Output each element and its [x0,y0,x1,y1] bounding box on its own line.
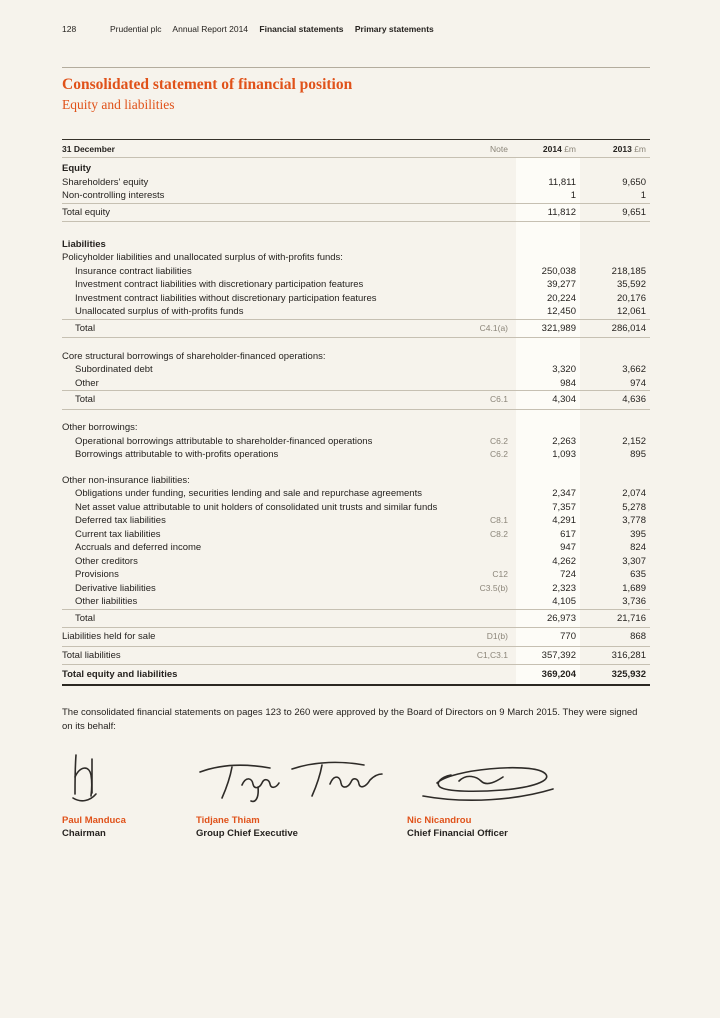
row-value-2014: 39,277 [516,278,580,292]
table-head [62,140,650,158]
row-label: Other liabilities [75,596,138,607]
row-note: C8.1 [490,515,508,525]
row-note [456,665,516,685]
row-label: Liabilities held for sale [62,628,456,647]
row-value-2014: 770 [516,628,580,647]
signature-tidjane-thiam [196,748,407,806]
row-note [456,265,516,279]
column-header-2014: 2014 £m [516,140,580,158]
row-value-2013: 21,716 [580,609,650,628]
signatory-group-chief-executive [196,748,407,840]
table-row [62,292,650,306]
row-note [456,487,516,501]
table-row [62,582,650,596]
row-note [456,158,516,176]
row-value-2013: 4,636 [580,391,650,410]
row-value-2013: 325,932 [580,665,650,685]
row-value-2013: 2,152 [622,435,646,447]
table-row [62,251,650,265]
row-label: Provisions [75,569,119,580]
row-value-2014: 2,323 [516,582,580,596]
row-value-2013: 35,592 [616,279,646,290]
row-value-2013: 1 [640,190,646,201]
table-row [62,609,650,628]
row-label: Subordinated debt [75,364,153,375]
row-value-2014: 369,204 [516,665,580,685]
row-value-2014: 11,811 [516,176,580,190]
row-note: C4.1(a) [456,319,516,338]
row-label: Total equity and liabilities [62,665,456,685]
page-title: Consolidated statement of financial position [62,76,353,93]
table-row [62,528,650,542]
table-row [62,391,650,410]
row-label: Total [62,609,456,628]
row-note [456,251,516,265]
signatory-title: Group Chief Executive [196,827,298,839]
signature-icon [196,756,386,806]
table-row [62,203,650,222]
row-value-2013: 395 [630,528,646,540]
table-row [62,555,650,569]
table-row [62,234,650,252]
row-value-2013 [580,234,650,252]
row-note: C3.5(b) [479,582,508,593]
table-row [62,176,650,190]
row-value-2014: 1 [516,189,580,203]
table-row [62,665,650,685]
row-note [456,176,516,190]
row-value-2014 [516,234,580,252]
row-note: C6.1 [456,391,516,410]
table-row [62,474,650,488]
row-note [456,421,516,435]
unit-label: £m [634,144,646,154]
approval-text: The consolidated financial statements on pages 123 to 260 were approved by the Board of Directors on 9 March 2015. They were signed on its behalf: [62,706,638,732]
signatory-title: Chairman [62,827,106,839]
row-value-2013: 2,074 [622,488,646,499]
row-value-2014 [516,158,580,176]
signatory-chief-financial-officer [407,748,650,840]
row-value-2014: 250,038 [516,265,580,279]
financial-position-table [62,139,650,686]
row-value-2014: 7,357 [516,501,580,515]
signature-block [62,748,650,840]
row-note [456,595,516,609]
row-note: C1,C3.1 [456,646,516,665]
table-body [62,158,650,685]
signature-nic-nicandrou [407,748,650,806]
unit-label: £m [564,144,576,154]
breadcrumb [110,24,443,34]
table-row [62,514,650,528]
row-value-2013 [580,350,650,364]
table-row [62,305,650,319]
row-label: Current tax liabilities [75,528,161,540]
row-value-2014: 3,320 [516,363,580,377]
table-row [62,350,650,364]
spacer-row [62,222,650,234]
column-header-2013: 2013 £m [580,140,650,158]
breadcrumb-section: Financial statements [259,24,344,34]
table-row [62,377,650,391]
signatory-name: Paul Manduca [62,814,126,826]
row-label: Insurance contract liabilities [75,265,192,277]
row-note [456,350,516,364]
row-label: Derivative liabilities [75,582,156,594]
row-value-2014 [516,350,580,364]
row-value-2013 [580,474,650,488]
row-value-2014 [516,251,580,265]
row-value-2014: 4,105 [516,595,580,609]
row-note [456,377,516,391]
row-value-2013: 3,662 [622,364,646,375]
table-row [62,595,650,609]
row-value-2013: 974 [630,377,646,389]
row-label: Deferred tax liabilities [75,515,166,526]
row-value-2013: 12,061 [616,306,646,317]
table-row [62,158,650,176]
spacer-row [62,409,650,421]
row-value-2013: 3,307 [622,555,646,567]
row-label: Other creditors [75,555,138,567]
row-value-2013: 20,176 [616,292,646,304]
row-note: C12 [492,569,508,579]
table-row [62,265,650,279]
title-rule [62,67,650,68]
row-value-2014: 724 [516,568,580,582]
row-value-2013 [580,421,650,435]
signature-paul-manduca [62,748,196,806]
spacer-row [62,462,650,474]
row-value-2014: 2,347 [516,487,580,501]
table-row [62,568,650,582]
table-row [62,448,650,462]
page-subtitle: Equity and liabilities [62,97,175,112]
row-value-2013: 824 [630,542,646,553]
row-value-2014: 4,262 [516,555,580,569]
running-header [62,24,650,34]
row-value-2014: 20,224 [516,292,580,306]
row-label: Total [62,391,456,410]
table-row [62,189,650,203]
row-value-2013 [580,251,650,265]
breadcrumb-brand: Prudential plc [110,24,162,34]
row-label: Other borrowings: [62,422,138,433]
row-value-2013: 5,278 [622,501,646,513]
row-value-2013: 218,185 [611,265,646,277]
row-note [456,292,516,306]
row-value-2014: 12,450 [516,305,580,319]
row-label: Equity [62,163,92,174]
table-row [62,541,650,555]
row-value-2014: 26,973 [516,609,580,628]
row-note [456,501,516,515]
row-value-2013: 1,689 [622,582,646,594]
signatory-name: Tidjane Thiam [196,814,260,826]
row-note [456,474,516,488]
row-label: Other [75,377,99,389]
row-value-2014: 984 [516,377,580,391]
breadcrumb-report: Annual Report 2014 [172,24,249,34]
signature-icon [62,750,106,806]
row-label: Accruals and deferred income [75,542,202,553]
row-note: D1(b) [456,628,516,647]
row-value-2014 [516,474,580,488]
row-note: C6.2 [490,449,508,459]
row-value-2013: 895 [630,449,646,460]
row-note [456,555,516,569]
row-label: Policyholder liabilities and unallocated surplus of with-profits funds: [62,252,343,263]
row-value-2014: 1,093 [516,448,580,462]
table-header-row [62,140,650,158]
row-value-2014: 4,291 [516,514,580,528]
row-label: Investment contract liabilities with discretionary participation features [75,279,364,290]
signatory-chairman [62,748,196,840]
row-value-2013: 868 [580,628,650,647]
row-value-2013: 9,651 [580,203,650,222]
signatory-name: Nic Nicandrou [407,814,472,826]
row-note [456,541,516,555]
row-label: Unallocated surplus of with-profits funds [75,306,244,317]
table-row [62,646,650,665]
table-row [62,487,650,501]
row-note [456,363,516,377]
table-row [62,435,650,449]
row-note: C6.2 [490,435,508,446]
row-value-2013: 9,650 [622,176,646,188]
row-value-2014: 2,263 [516,435,580,449]
row-label: Obligations under funding, securities lending and sale and repurchase agreements [75,488,422,499]
row-label: Borrowings attributable to with-profits operations [75,449,279,460]
table-row [62,363,650,377]
row-value-2014: 617 [516,528,580,542]
row-label: Shareholders' equity [62,176,149,188]
table-row [62,501,650,515]
row-label: Total liabilities [62,646,456,665]
row-note [456,609,516,628]
row-note [456,189,516,203]
row-label: Other non-insurance liabilities: [62,474,190,486]
signatory-title: Chief Financial Officer [407,827,508,839]
row-label: Core structural borrowings of shareholder-financed operations: [62,350,326,362]
row-label: Liabilities [62,238,106,250]
row-value-2014: 321,989 [516,319,580,338]
table-row [62,278,650,292]
row-value-2013 [580,158,650,176]
row-value-2013: 286,014 [580,319,650,338]
table-row [62,421,650,435]
row-label: Operational borrowings attributable to shareholder-financed operations [75,435,373,447]
row-value-2013: 635 [630,569,646,580]
column-header-note: Note [456,140,516,158]
row-value-2014: 357,392 [516,646,580,665]
row-value-2014 [516,421,580,435]
row-value-2014: 4,304 [516,391,580,410]
table-row [62,628,650,647]
signature-icon [407,762,565,806]
row-note [456,203,516,222]
row-label: Net asset value attributable to unit holders of consolidated unit trusts and similar funds [75,501,438,513]
row-value-2014: 947 [516,541,580,555]
row-value-2014: 11,812 [516,203,580,222]
row-label: Non-controlling interests [62,190,165,201]
spacer-row [62,338,650,350]
row-label: Total equity [62,203,456,222]
breadcrumb-subsection: Primary statements [354,24,434,34]
column-header-date: 31 December [62,140,456,158]
row-note: C8.2 [490,528,508,539]
row-label: Total [62,319,456,338]
table-row [62,319,650,338]
row-note [456,234,516,252]
page-number: 128 [62,24,77,34]
row-note [456,278,516,292]
row-note [456,305,516,319]
row-value-2013: 316,281 [580,646,650,665]
row-label: Investment contract liabilities without discretionary participation features [75,292,377,304]
row-value-2013: 3,736 [622,596,646,607]
row-value-2013: 3,778 [622,515,646,526]
